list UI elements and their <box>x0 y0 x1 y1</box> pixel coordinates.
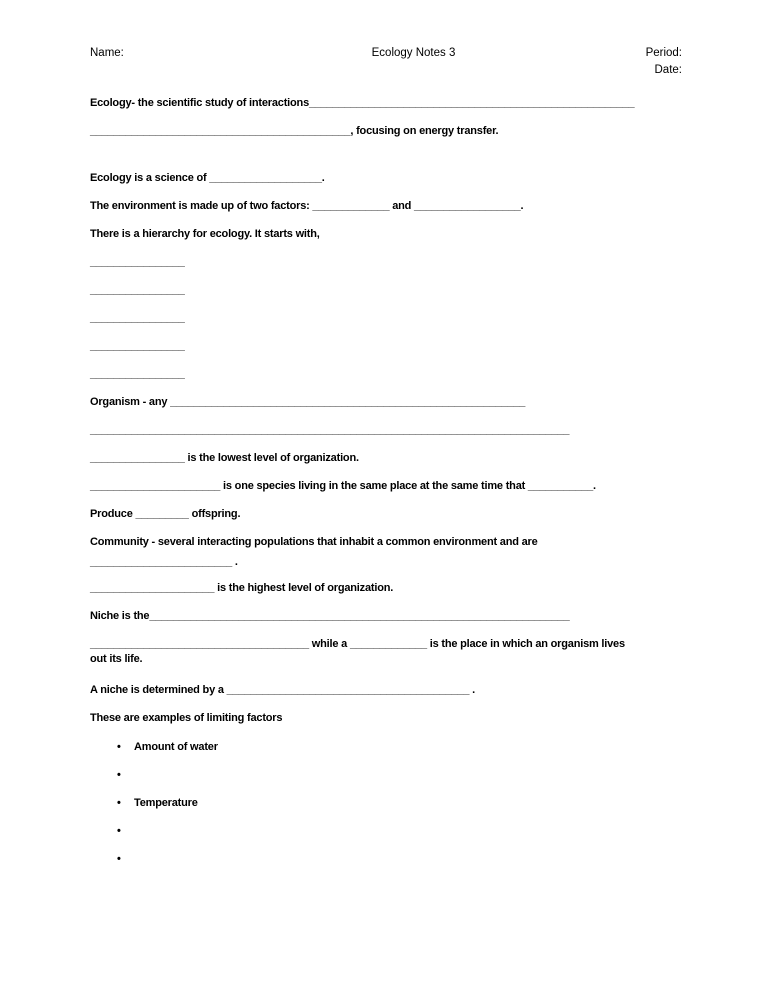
bullet-item-temperature <box>117 796 682 810</box>
bullet-icon: • <box>117 853 121 865</box>
hierarchy-blank-2: ________________ <box>90 284 185 296</box>
lowest-level-line: ________________ is the lowest level of organization. <box>90 452 359 464</box>
community-definition-line2: ________________________ . <box>90 556 238 568</box>
bullet-item-empty-3 <box>117 852 682 866</box>
hierarchy-intro-line: There is a hierarchy for ecology. It starts with, <box>90 228 320 240</box>
bullet-icon: • <box>117 741 121 753</box>
bullet-icon: • <box>117 825 121 837</box>
limiting-factors-heading: These are examples of limiting factors <box>90 712 283 724</box>
period-label: Period: <box>645 47 682 59</box>
bullet-label: Temperature <box>134 797 198 809</box>
bullet-item-amount-of-water <box>117 740 682 754</box>
header-row <box>90 46 682 60</box>
niche-definition-line2: _____________________________________ while a _____________ is the place in which an organism lives <box>90 638 625 650</box>
niche-definition-line1: Niche is the_______________________________________________________________________ <box>90 610 570 622</box>
niche-definition-line3: out its life. <box>90 653 143 665</box>
date-label: Date: <box>654 64 682 76</box>
definition-ecology-line2: ____________________________________________, focusing on energy transfer. <box>90 125 499 137</box>
hierarchy-blank-3: ________________ <box>90 312 185 324</box>
definition-ecology-line1: Ecology- the scientific study of interactions_______________________________________________________ <box>90 97 635 109</box>
species-line: ______________________ is one species living in the same place at the same time that ___________. <box>90 480 596 492</box>
bullet-icon: • <box>117 769 121 781</box>
hierarchy-blank-4: ________________ <box>90 340 185 352</box>
produce-offspring-line: Produce _________ offspring. <box>90 508 241 520</box>
bullet-item-empty-1 <box>117 768 682 782</box>
niche-determined-line: A niche is determined by a _________________________________________ . <box>90 684 475 696</box>
bullet-item-empty-2 <box>117 824 682 838</box>
hierarchy-blank-1: ________________ <box>90 256 185 268</box>
two-factors-line: The environment is made up of two factors: _____________ and __________________. <box>90 200 524 212</box>
organism-definition-line1: Organism - any ____________________________________________________________ <box>90 396 526 408</box>
name-label: Name: <box>90 47 124 59</box>
organism-definition-line2: _________________________________________________________________________________ <box>90 424 570 436</box>
highest-level-line: _____________________ is the highest level of organization. <box>90 582 394 594</box>
hierarchy-blank-5: ________________ <box>90 368 185 380</box>
document-title: Ecology Notes 3 <box>371 47 456 59</box>
science-of-line: Ecology is a science of ___________________. <box>90 172 325 184</box>
bullet-label: Amount of water <box>134 741 218 753</box>
bullet-icon: • <box>117 797 121 809</box>
community-definition-line1: Community - several interacting populations that inhabit a common environment and are <box>90 536 538 548</box>
